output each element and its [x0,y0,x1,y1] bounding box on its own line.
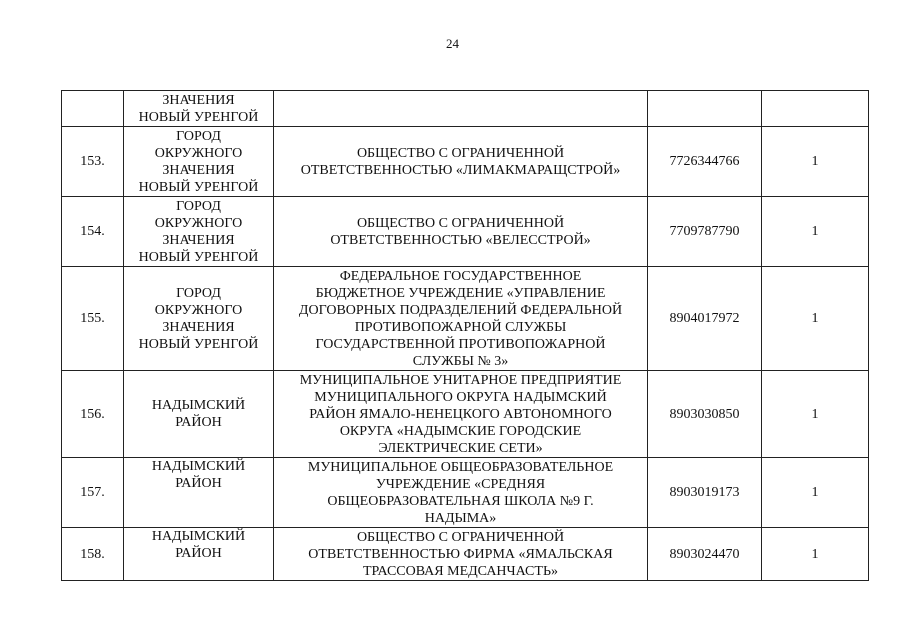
inn-cell [648,91,762,127]
row-number-cell [62,91,124,127]
row-number-cell: 157. [62,458,124,528]
page-number: 24 [446,36,459,51]
table-row [62,458,869,528]
count-cell: 1 [762,528,869,581]
row-number-cell: 158. [62,528,124,581]
row-number-cell: 154. [62,197,124,267]
registry-table [61,90,869,581]
table-row [62,528,869,581]
municipality-cell: НАДЫМСКИЙ РАЙОН [124,371,274,458]
count-cell: 1 [762,371,869,458]
row-number-cell: 153. [62,127,124,197]
municipality-cell: НАДЫМСКИЙ РАЙОН [124,528,274,581]
municipality-cell: ГОРОД ОКРУЖНОГО ЗНАЧЕНИЯ НОВЫЙ УРЕНГОЙ [124,267,274,371]
count-cell: 1 [762,127,869,197]
organization-cell: ФЕДЕРАЛЬНОЕ ГОСУДАРСТВЕННОЕ БЮДЖЕТНОЕ УЧРЕЖДЕНИЕ «УПРАВЛЕНИЕ ДОГОВОРНЫХ ПОДРАЗДЕЛЕНИЙ ФЕДЕРАЛЬНОЙ ПРОТИВОПОЖАРНОЙ СЛУЖБЫ ГОСУДАРСТВЕННОЙ ПРОТИВОПОЖАРНОЙ СЛУЖБЫ № 3» [274,267,648,371]
organization-cell: ОБЩЕСТВО С ОГРАНИЧЕННОЙ ОТВЕТСТВЕННОСТЬЮ ФИРМА «ЯМАЛЬСКАЯ ТРАССОВАЯ МЕДСАНЧАСТЬ» [274,528,648,581]
inn-cell: 7709787790 [648,197,762,267]
municipality-cell: ГОРОД ОКРУЖНОГО ЗНАЧЕНИЯ НОВЫЙ УРЕНГОЙ [124,127,274,197]
organization-cell: МУНИЦИПАЛЬНОЕ УНИТАРНОЕ ПРЕДПРИЯТИЕ МУНИЦИПАЛЬНОГО ОКРУГА НАДЫМСКИЙ РАЙОН ЯМАЛО-НЕНЕЦКОГО АВТОНОМНОГО ОКРУГА «НАДЫМСКИЕ ГОРОДСКИЕ ЭЛЕКТРИЧЕСКИЕ СЕТИ» [274,371,648,458]
row-number-cell: 156. [62,371,124,458]
table-row [62,197,869,267]
count-cell: 1 [762,197,869,267]
organization-cell [274,91,648,127]
inn-cell: 7726344766 [648,127,762,197]
inn-cell: 8904017972 [648,267,762,371]
municipality-cell: ГОРОД ОКРУЖНОГО ЗНАЧЕНИЯ НОВЫЙ УРЕНГОЙ [124,197,274,267]
count-cell: 1 [762,458,869,528]
count-cell [762,91,869,127]
organization-cell: МУНИЦИПАЛЬНОЕ ОБЩЕОБРАЗОВАТЕЛЬНОЕ УЧРЕЖДЕНИЕ «СРЕДНЯЯ ОБЩЕОБРАЗОВАТЕЛЬНАЯ ШКОЛА №9 Г. НАДЫМА» [274,458,648,528]
inn-cell: 8903024470 [648,528,762,581]
table-row [62,267,869,371]
organization-cell: ОБЩЕСТВО С ОГРАНИЧЕННОЙ ОТВЕТСТВЕННОСТЬЮ «ВЕЛЕССТРОЙ» [274,197,648,267]
table-row [62,127,869,197]
table-row [62,371,869,458]
organization-cell: ОБЩЕСТВО С ОГРАНИЧЕННОЙ ОТВЕТСТВЕННОСТЬЮ «ЛИМАКМАРАЩСТРОЙ» [274,127,648,197]
municipality-cell: НАДЫМСКИЙ РАЙОН [124,458,274,528]
row-number-cell: 155. [62,267,124,371]
inn-cell: 8903019173 [648,458,762,528]
inn-cell: 8903030850 [648,371,762,458]
table-row [62,91,869,127]
municipality-cell: ЗНАЧЕНИЯ НОВЫЙ УРЕНГОЙ [124,91,274,127]
count-cell: 1 [762,267,869,371]
